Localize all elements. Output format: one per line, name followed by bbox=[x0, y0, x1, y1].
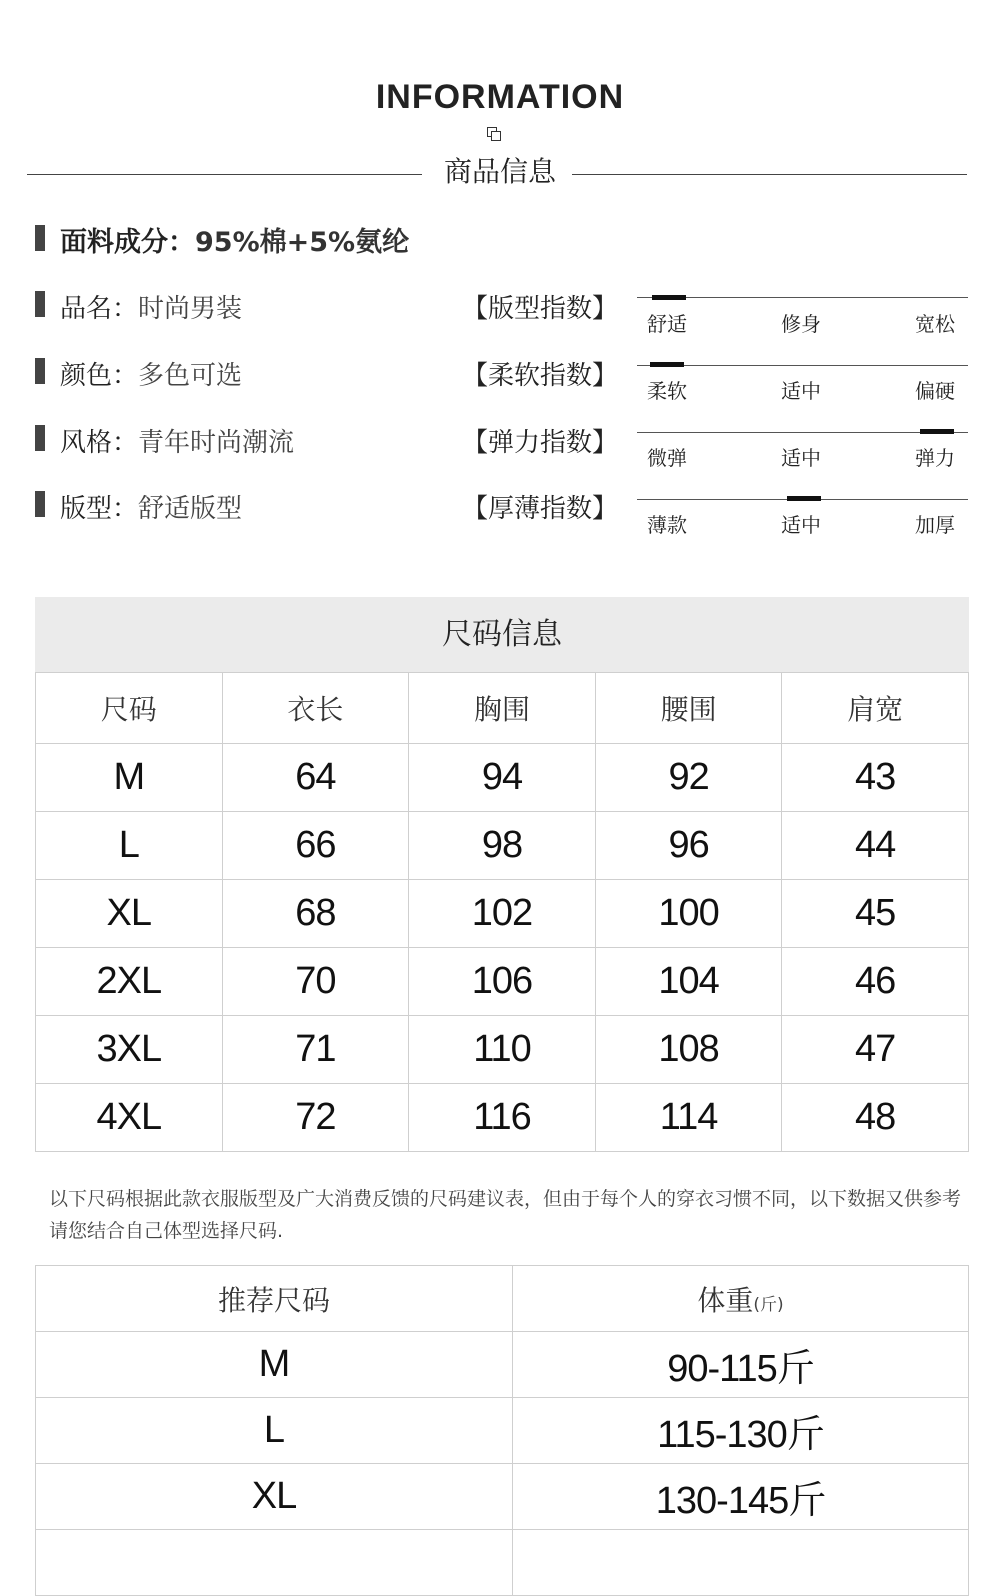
table-cell: 4XL bbox=[36, 1084, 223, 1152]
table-row-partial bbox=[36, 1530, 969, 1596]
attr-name bbox=[60, 288, 242, 325]
column-header: 体重 bbox=[697, 1283, 754, 1317]
table-row bbox=[36, 1084, 969, 1152]
softness-index-label: 【柔软指数】 bbox=[462, 361, 619, 391]
table-cell: XL bbox=[36, 880, 223, 948]
thickness-index-option: 适中 bbox=[781, 513, 821, 537]
attr-label: 颜色： bbox=[60, 361, 139, 391]
fit-index-option: 修身 bbox=[781, 312, 821, 336]
table-row bbox=[36, 1398, 969, 1464]
table-cell bbox=[513, 1530, 969, 1596]
attr-label: 品名： bbox=[60, 294, 139, 324]
fit-index-option: 舒适 bbox=[647, 312, 687, 336]
table-cell: 94 bbox=[409, 744, 596, 812]
fabric-value: 95%棉+5%氨纶 bbox=[195, 227, 410, 258]
attr-value: 舒适版型 bbox=[138, 494, 243, 524]
elasticity-index-option: 适中 bbox=[781, 446, 821, 470]
table-cell: 108 bbox=[595, 1016, 782, 1084]
table-header-row bbox=[36, 673, 969, 744]
column-header: 肩宽 bbox=[782, 673, 969, 744]
size-note: 以下尺码根据此款衣服版型及广大消费反馈的尺码建议表，但由于每个人的穿衣习惯不同，以下数据又供参考请您结合自己体型选择尺码. bbox=[49, 1188, 962, 1242]
column-header: 推荐尺码 bbox=[36, 1266, 513, 1332]
table-cell: M bbox=[36, 744, 223, 812]
size-table bbox=[35, 672, 969, 1152]
size-chart bbox=[35, 597, 969, 1152]
softness-index-option: 柔软 bbox=[647, 379, 687, 403]
attr-color bbox=[60, 355, 242, 392]
table-cell: 102 bbox=[409, 880, 596, 948]
thickness-index-option: 薄款 bbox=[647, 513, 687, 537]
table-cell: 3XL bbox=[36, 1016, 223, 1084]
table-cell: 70 bbox=[222, 948, 409, 1016]
column-header: 胸围 bbox=[409, 673, 596, 744]
table-cell: 48 bbox=[782, 1084, 969, 1152]
table-row bbox=[36, 812, 969, 880]
table-cell: 68 bbox=[222, 880, 409, 948]
table-row bbox=[36, 1332, 969, 1398]
fit-index-label: 【版型指数】 bbox=[462, 294, 619, 324]
size-chart-title: 尺码信息 bbox=[35, 597, 969, 672]
attr-style bbox=[60, 422, 294, 459]
elasticity-index-scale bbox=[637, 432, 968, 433]
softness-index-scale bbox=[637, 365, 968, 366]
table-cell: M bbox=[36, 1332, 513, 1398]
attr-label: 版型： bbox=[60, 494, 139, 524]
bullet-bar bbox=[35, 225, 45, 251]
table-header-row bbox=[36, 1266, 969, 1332]
attr-fit bbox=[60, 488, 242, 525]
table-cell: 114 bbox=[595, 1084, 782, 1152]
recommend-table bbox=[35, 1265, 969, 1596]
table-cell: 92 bbox=[595, 744, 782, 812]
weight-unit: (斤) bbox=[753, 1294, 784, 1315]
attr-value: 青年时尚潮流 bbox=[138, 428, 295, 458]
copy-icon bbox=[487, 127, 499, 139]
table-row bbox=[36, 744, 969, 812]
table-cell: 90-115斤 bbox=[513, 1332, 969, 1398]
table-cell: 116 bbox=[409, 1084, 596, 1152]
table-row bbox=[36, 948, 969, 1016]
softness-index-option: 偏硬 bbox=[915, 379, 955, 403]
table-cell: 2XL bbox=[36, 948, 223, 1016]
table-cell: 71 bbox=[222, 1016, 409, 1084]
bullet-bar bbox=[35, 425, 45, 451]
table-cell: 46 bbox=[782, 948, 969, 1016]
table-cell: 96 bbox=[595, 812, 782, 880]
table-cell: 98 bbox=[409, 812, 596, 880]
header-divider-right bbox=[572, 174, 967, 175]
column-header: 尺码 bbox=[36, 673, 223, 744]
elasticity-index-option: 微弹 bbox=[647, 446, 687, 470]
fabric-composition bbox=[60, 220, 409, 259]
table-cell: 43 bbox=[782, 744, 969, 812]
bullet-bar bbox=[35, 358, 45, 384]
attr-label: 风格： bbox=[60, 428, 139, 458]
page-title: INFORMATION bbox=[375, 78, 625, 116]
elasticity-index-marker bbox=[920, 429, 954, 434]
fit-index-option: 宽松 bbox=[915, 312, 955, 336]
attr-value: 多色可选 bbox=[138, 361, 243, 391]
table-row bbox=[36, 1464, 969, 1530]
thickness-index-label: 【厚薄指数】 bbox=[462, 494, 619, 524]
fabric-label: 面料成分： bbox=[60, 227, 195, 258]
elasticity-index-label: 【弹力指数】 bbox=[462, 428, 619, 458]
softness-index-marker bbox=[650, 362, 684, 367]
fit-index-marker bbox=[652, 295, 686, 300]
table-cell: 47 bbox=[782, 1016, 969, 1084]
table-cell bbox=[36, 1530, 513, 1596]
table-cell: L bbox=[36, 812, 223, 880]
table-row bbox=[36, 1016, 969, 1084]
table-cell: 44 bbox=[782, 812, 969, 880]
table-cell: 72 bbox=[222, 1084, 409, 1152]
softness-index-option: 适中 bbox=[781, 379, 821, 403]
table-cell: 110 bbox=[409, 1016, 596, 1084]
table-cell: 104 bbox=[595, 948, 782, 1016]
thickness-index-option: 加厚 bbox=[915, 513, 955, 537]
table-cell: L bbox=[36, 1398, 513, 1464]
table-cell: 106 bbox=[409, 948, 596, 1016]
column-header: 衣长 bbox=[222, 673, 409, 744]
table-cell: 130-145斤 bbox=[513, 1464, 969, 1530]
table-cell: 45 bbox=[782, 880, 969, 948]
table-cell: 64 bbox=[222, 744, 409, 812]
section-subtitle: 商品信息 bbox=[443, 155, 556, 188]
column-header: 腰围 bbox=[595, 673, 782, 744]
attr-value: 时尚男装 bbox=[138, 294, 243, 324]
bullet-bar bbox=[35, 491, 45, 517]
fit-index-scale bbox=[637, 297, 968, 298]
table-cell: 66 bbox=[222, 812, 409, 880]
table-cell: 100 bbox=[595, 880, 782, 948]
elasticity-index-option: 弹力 bbox=[915, 446, 955, 470]
bullet-bar bbox=[35, 291, 45, 317]
table-row bbox=[36, 880, 969, 948]
weight-column-header bbox=[513, 1266, 969, 1332]
table-cell: 115-130斤 bbox=[513, 1398, 969, 1464]
table-cell: XL bbox=[36, 1464, 513, 1530]
thickness-index-marker bbox=[787, 496, 821, 501]
